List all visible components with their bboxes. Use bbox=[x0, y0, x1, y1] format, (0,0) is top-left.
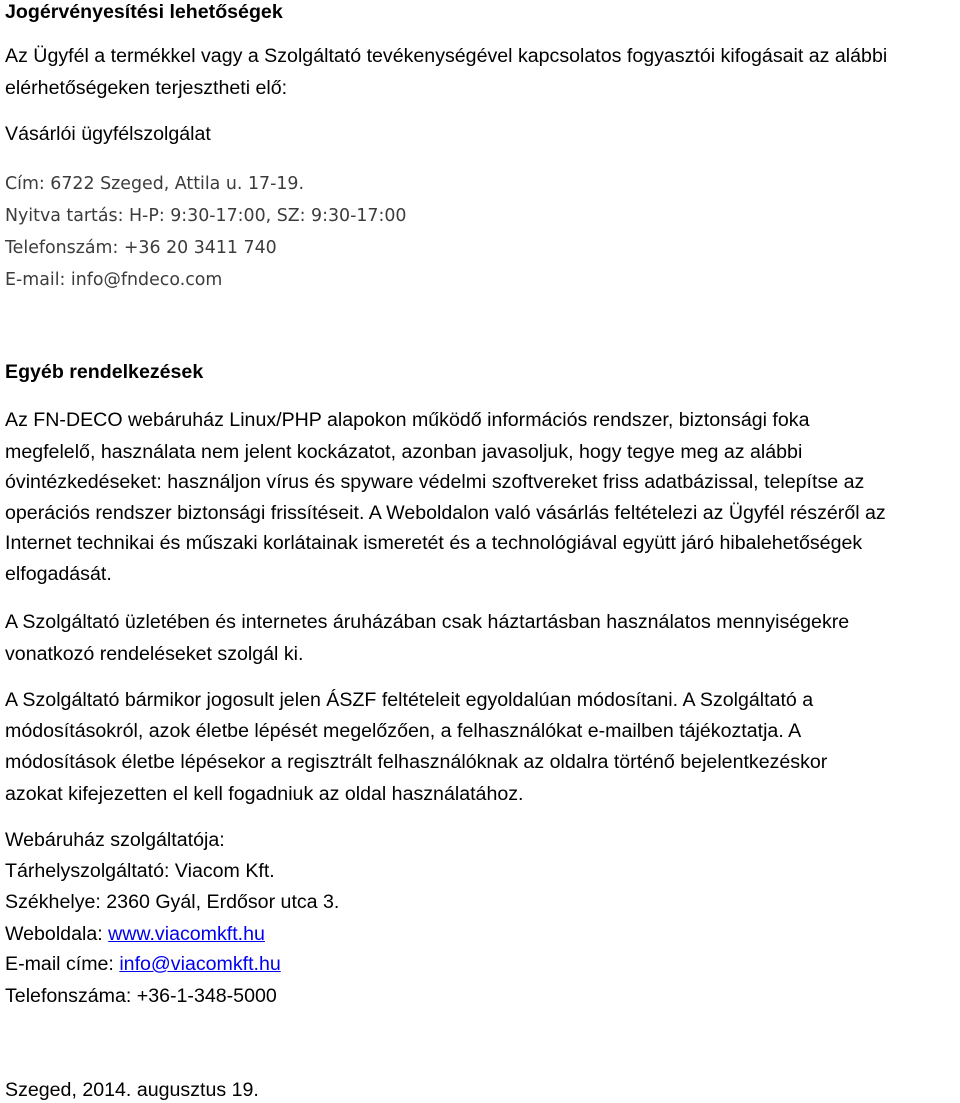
service-phone: Telefonszám: +36 20 3411 740 bbox=[5, 238, 277, 258]
service-name: Vásárlói ügyfélszolgálat bbox=[5, 123, 211, 145]
intro-line: elérhetőségeken terjesztheti elő: bbox=[5, 77, 288, 99]
paragraph-line: azokat kifejezetten el kell fogadniuk az oldal használatához. bbox=[5, 783, 524, 805]
intro-line: Az Ügyfél a termékkel vagy a Szolgáltató tevékenységével kapcsolatos fogyasztói kifogásait az alábbi bbox=[5, 45, 888, 67]
paragraph-line: módosításokról, azok életbe lépését megelőzően, a felhasználókat e-mailben tájékoztatja. A bbox=[5, 720, 802, 742]
paragraph-line: megfelelő, használata nem jelent kockázatot, azonban javasoljuk, hogy tegye meg az alábbi bbox=[5, 441, 803, 463]
provider-website bbox=[5, 922, 265, 946]
provider-website-link[interactable]: www.viacomkft.hu bbox=[108, 923, 265, 945]
paragraph-line: A Szolgáltató üzletében és internetes áruházában csak háztartásban használatos mennyiségekre bbox=[5, 611, 850, 633]
provider-website-label: Weboldala: bbox=[5, 923, 109, 945]
paragraph-line: vonatkozó rendeléseket szolgál ki. bbox=[5, 643, 304, 665]
paragraph-line: Az FN-DECO webáruház Linux/PHP alapokon működő információs rendszer, biztonsági foka bbox=[5, 409, 810, 431]
paragraph-line: elfogadását. bbox=[5, 563, 112, 585]
service-address: Cím: 6722 Szeged, Attila u. 17-19. bbox=[5, 174, 305, 194]
provider-host: Tárhelyszolgáltató: Viacom Kft. bbox=[5, 860, 275, 882]
paragraph-line: Internet technikai és műszaki korlátainak ismeretét és a technológiával együtt járó hibalehetőségek bbox=[5, 532, 863, 554]
service-hours: Nyitva tartás: H-P: 9:30-17:00, SZ: 9:30-17:00 bbox=[5, 206, 407, 226]
provider-email bbox=[5, 952, 281, 976]
provider-phone: Telefonszáma: +36-1-348-5000 bbox=[5, 985, 277, 1007]
provider-heading: Webáruház szolgáltatója: bbox=[5, 829, 225, 851]
provider-email-label: E-mail címe: bbox=[5, 953, 120, 975]
paragraph-line: operációs rendszer biztonsági frissítéseit. A Weboldalon való vásárlás feltételezi az Ügyfél részéről az bbox=[5, 502, 886, 524]
provider-email-link[interactable]: info@viacomkft.hu bbox=[119, 953, 281, 975]
section-title-other: Egyéb rendelkezések bbox=[5, 361, 204, 383]
provider-seat: Székhelye: 2360 Gyál, Erdősor utca 3. bbox=[5, 891, 340, 913]
document-date: Szeged, 2014. augusztus 19. bbox=[5, 1079, 259, 1101]
paragraph-line: óvintézkedéseket: használjon vírus és spyware védelmi szoftvereket friss adatbázissal, telepítse az bbox=[5, 471, 865, 493]
paragraph-line: A Szolgáltató bármikor jogosult jelen ÁSZF feltételeit egyoldalúan módosítani. A Szolgáltató a bbox=[5, 689, 814, 711]
paragraph-line: módosítások életbe lépésekor a regisztrált felhasználóknak az oldalra történő bejelentkezéskor bbox=[5, 751, 828, 773]
service-email: E-mail: info@fndeco.com bbox=[5, 270, 223, 290]
section-title-remedies: Jogérvényesítési lehetőségek bbox=[5, 1, 283, 23]
